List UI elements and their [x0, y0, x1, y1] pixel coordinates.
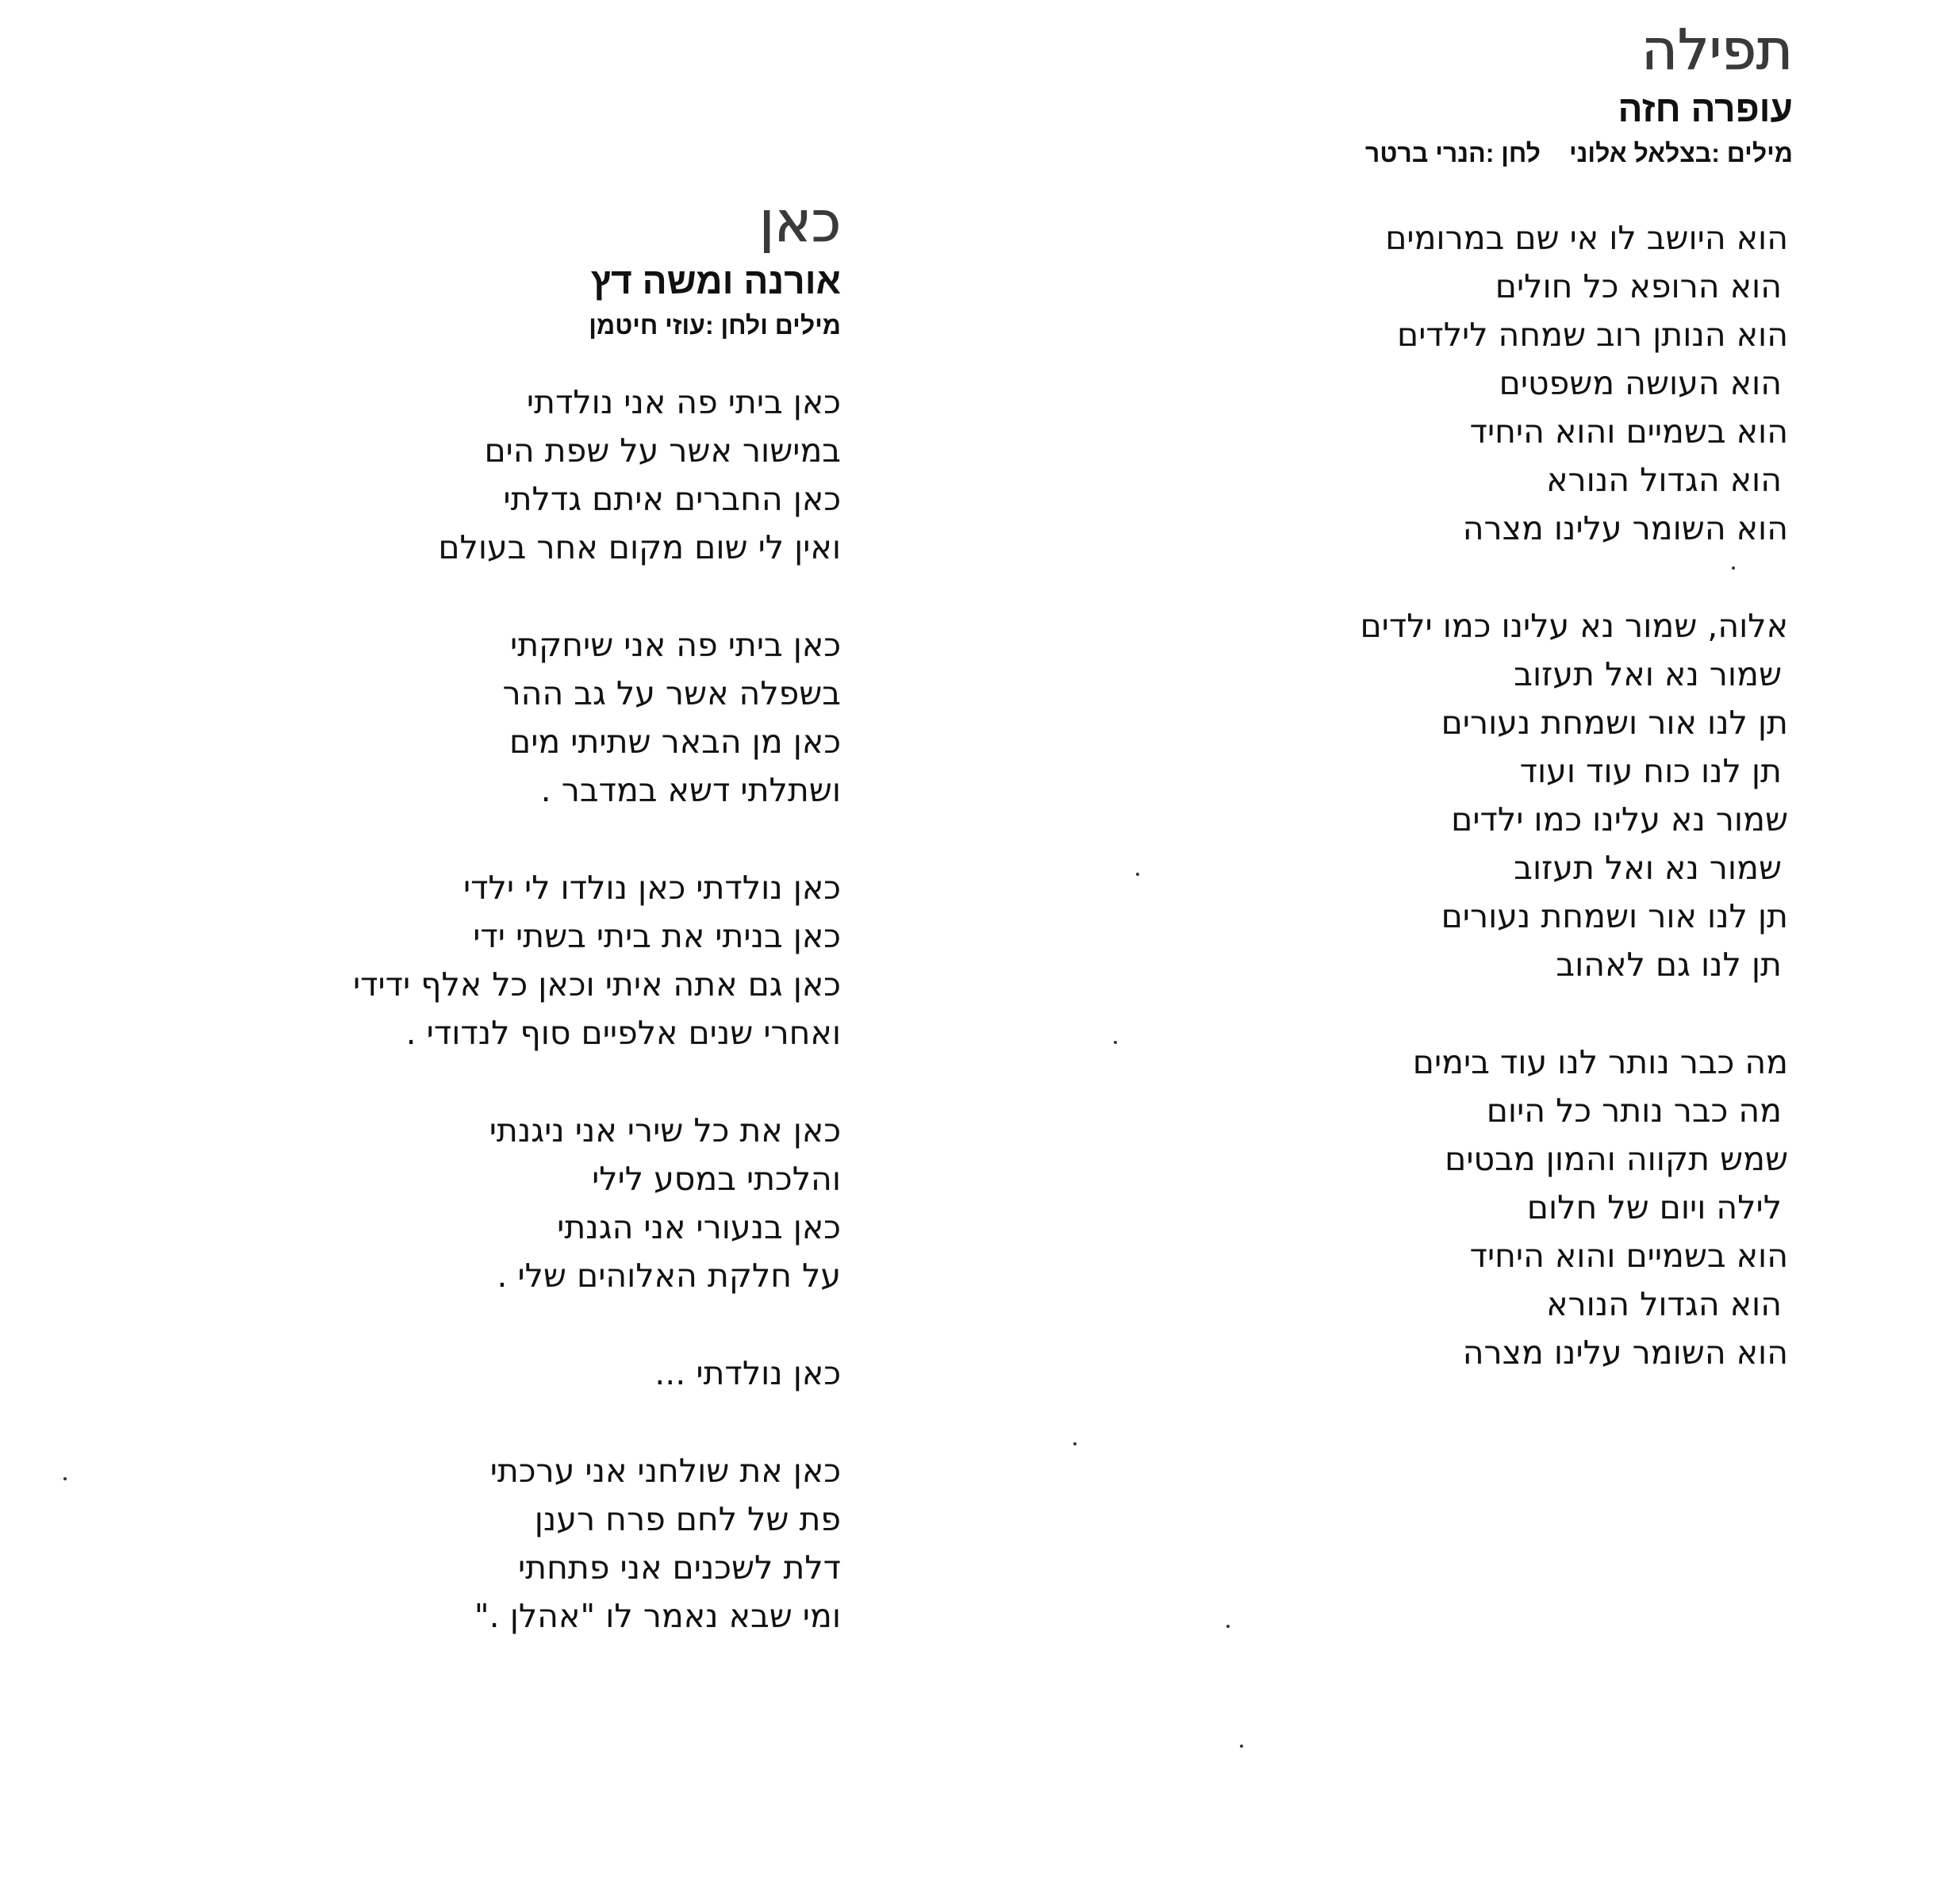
lyric-line: שמור נא עלינו כמו ילדים [1451, 800, 1788, 839]
lyric-line: על חלקת האלוהים שלי . [497, 1256, 841, 1295]
stanza [1095, 214, 1793, 553]
lyric-line: כאן ביתי פה אני נולדתי [526, 382, 841, 421]
lyric-line: כאן ביתי פה אני שיחקתי [510, 625, 841, 664]
lyric-line: ואין לי שום מקום אחר בעולם [438, 528, 841, 566]
lyric-line: שמור נא ואל תעזוב [1514, 654, 1782, 693]
lyrics-credit: מילים :בצלאל אלוני [1568, 138, 1793, 167]
lyric-line: הוא בשמיים והוא היחיד [1469, 412, 1788, 451]
song-verses [143, 378, 841, 1641]
lyric-line: שמור נא ואל תעזוב [1514, 848, 1782, 887]
scan-speck [1226, 1625, 1230, 1628]
song-credits [1095, 139, 1793, 168]
song-performer: עופרה חזה [1618, 88, 1793, 129]
stanza [143, 1447, 841, 1641]
lyric-line: כאן מן הבאר שתיתי מים [509, 722, 841, 761]
lyric-line: כאן גם אתה איתי וכאן כל אלף ידידי [352, 965, 841, 1004]
lyric-line: כאן את כל שירי אני ניגנתי [489, 1111, 841, 1150]
lyric-line: הוא היושב לו אי שם במרומים [1385, 218, 1788, 257]
scan-speck [1240, 1745, 1243, 1748]
song-credits: מילים ולחן :עוזי חיטמן [589, 310, 841, 340]
lyric-line: בשפלה אשר על גב ההר [502, 674, 841, 712]
lyric-line: אלוה, שמור נא עלינו כמו ילדים [1360, 606, 1788, 645]
lyric-line: הוא השומר עלינו מצרה [1462, 509, 1788, 547]
stanza [143, 864, 841, 1058]
lyric-line: דלת לשכנים אני פתחתי [518, 1548, 841, 1587]
scan-speck [1073, 1442, 1077, 1445]
lyric-line: מה כבר נותר לנו עוד בימים [1412, 1042, 1788, 1081]
lyric-line: כאן נולדתי כאן נולדו לי ילדי [462, 868, 841, 907]
song-tefila [1095, 17, 1793, 1426]
song-title: כאן [759, 190, 841, 255]
scan-speck [63, 1477, 67, 1480]
lyric-line: הוא הגדול הנורא [1546, 1284, 1782, 1323]
song-performer: אורנה ומשה דץ [590, 260, 841, 301]
song-verses [1095, 214, 1793, 1377]
lyric-line: ומי שבא נאמר לו "אהלן ." [474, 1596, 841, 1635]
lyric-line: כאן נולדתי ... [654, 1353, 841, 1392]
lyric-line: הוא בשמיים והוא היחיד [1469, 1236, 1788, 1275]
lyric-line: הוא העושה משפטים [1499, 363, 1782, 402]
lyric-line: הוא הגדול הנורא [1546, 460, 1782, 499]
lyric-line: תן לנו כוח עוד ועוד [1519, 751, 1782, 790]
stanza [143, 1349, 841, 1398]
stanza [143, 378, 841, 572]
stanza [1095, 1038, 1793, 1377]
lyric-line: פת של לחם פרח רענן [534, 1499, 841, 1538]
lyric-line: כאן בנעורי אני הגנתי [557, 1207, 841, 1246]
lyric-line: תן לנו אור ושמחת נעורים [1441, 896, 1788, 935]
lyric-line: ואחרי שנים אלפיים סוף לנדודי . [405, 1013, 841, 1052]
lyric-line: במישור אשר על שפת הים [484, 431, 841, 470]
lyric-line: מה כבר נותר כל היום [1486, 1091, 1782, 1130]
lyric-line: תן לנו גם לאהוב [1556, 945, 1782, 984]
lyric-line: לילה ויום של חלום [1526, 1188, 1782, 1226]
lyric-line: והלכתי במסע לילי [592, 1159, 841, 1198]
scan-speck [1136, 873, 1139, 876]
stanza [143, 621, 841, 815]
lyric-line: ושתלתי דשא במדבר . [540, 770, 841, 809]
scan-speck [1732, 566, 1735, 570]
stanza [143, 1107, 841, 1300]
lyric-line: כאן בניתי את ביתי בשתי ידי [473, 916, 841, 955]
stanza [1095, 602, 1793, 989]
lyric-line: כאן את שולחני אני ערכתי [489, 1451, 841, 1490]
song-kan [143, 190, 841, 1690]
lyric-line: הוא הנותן רוב שמחה לילדים [1396, 315, 1788, 354]
lyric-line: שמש תקווה והמון מבטים [1445, 1139, 1788, 1178]
lyric-line: הוא הרופא כל חולים [1495, 267, 1782, 305]
lyric-line: כאן החברים איתם גדלתי [503, 479, 841, 518]
song-title: תפילה [1641, 17, 1793, 83]
lyric-line: הוא השומר עלינו מצרה [1462, 1333, 1788, 1372]
music-credit: לחן :הנרי ברטר [1364, 138, 1541, 167]
scan-speck [1114, 1041, 1117, 1044]
lyric-line: תן לנו אור ושמחת נעורים [1441, 703, 1788, 742]
